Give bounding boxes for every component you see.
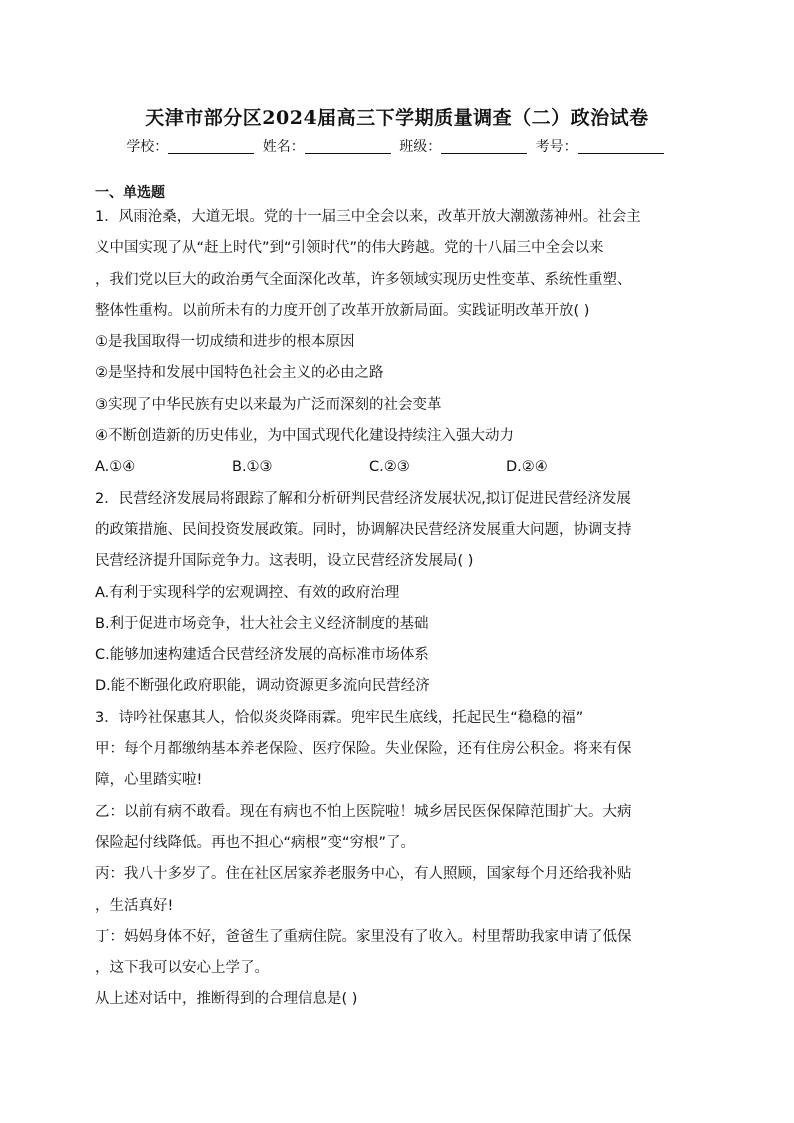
question-1-line: 义中国实现了从“赶上时代”到“引领时代”的伟大跨越。党的十八届三中全会以来: [95, 240, 604, 257]
question-3-line: 3．诗吟社保惠其人，恰似炎炎降雨霖。兜牢民生底线，托起民生“稳稳的福”: [95, 709, 584, 726]
question-3-line: 丁：妈妈身体不好，爸爸生了重病住院。家里没有了收入。村里帮助我家申请了低保: [95, 928, 632, 945]
option-d: D.②④: [506, 459, 548, 476]
question-1-line: ，我们党以巨大的政治勇气全面深化改革，许多领域实现历史性变革、系统性重塑、: [95, 271, 632, 288]
section-title: 一、单选题: [95, 185, 165, 201]
name-label: 姓名：: [262, 139, 305, 155]
school-blank: [168, 139, 254, 154]
exam-number-label: 考号：: [535, 139, 578, 155]
name-blank: [305, 139, 391, 154]
question-2-line: 的政策措施、民间投资发展政策。同时，协调解决民营经济发展重大问题，协调支持: [95, 521, 632, 538]
question-1: [95, 202, 701, 484]
class-label: 班级：: [399, 139, 442, 155]
question-3-line: ，这下我可以安心上学了。: [95, 960, 269, 977]
option-d: D.能不断强化政府职能，调动资源更多流向民营经济: [95, 678, 430, 695]
question-3-line: 从上述对话中，推断得到的合理信息是( ): [95, 991, 358, 1008]
question-3-line: 保险起付线降低。再也不担心“病根”变“穷根”了。: [95, 834, 416, 851]
question-1-item: ②是坚持和发展中国特色社会主义的必由之路: [95, 365, 384, 382]
question-1-line: 整体性重构。以前所未有的力度开创了改革开放新局面。实践证明改革开放( ): [95, 302, 590, 319]
question-3: [95, 703, 701, 1016]
question-3-line: 丙：我八十多岁了。住在社区居家养老服务中心，有人照顾，国家每个月还给我补贴: [95, 866, 632, 883]
student-info-row: [0, 136, 794, 156]
question-3-line: 乙：以前有病不敢看。现在有病也不怕上医院啦！城乡居民医保保障范围扩大。大病: [95, 803, 632, 820]
option-c: C.能够加速构建适合民营经济发展的高标准市场体系: [95, 647, 429, 664]
exam-title: 天津市部分区2024届高三下学期质量调查（二）政治试卷: [145, 107, 649, 129]
exam-number-blank: [578, 139, 664, 154]
option-a: A.有利于实现科学的宏观调控、有效的政府治理: [95, 584, 400, 601]
question-2-line: 民营经济提升国际竞争力。这表明，设立民营经济发展局( ): [95, 553, 474, 570]
question-3-line: 甲：每个月都缴纳基本养老保险、医疗保险。失业保险，还有住房公积金。将来有保: [95, 741, 632, 758]
option-c: C.②③: [369, 459, 410, 476]
option-b: B.①③: [232, 459, 273, 476]
question-1-options: [95, 452, 701, 483]
questions: [95, 202, 701, 1016]
question-3-line: 障，心里踏实啦!: [95, 772, 203, 789]
option-b: B.利于促进市场竞争，壮大社会主义经济制度的基础: [95, 615, 429, 632]
question-3-line: ，生活真好!: [95, 897, 174, 914]
question-1-line: 1．风雨沧桑，大道无垠。党的十一届三中全会以来，改革开放大潮激荡神州。社会主: [95, 209, 641, 225]
option-a: A.①④: [95, 459, 136, 476]
question-1-item: ③实现了中华民族有史以来最为广泛而深刻的社会变革: [95, 396, 442, 413]
question-2: [95, 484, 701, 703]
question-1-item: ①是我国取得一切成绩和进步的根本原因: [95, 334, 355, 351]
class-blank: [441, 139, 527, 154]
question-2-line: 2．民营经济发展局将跟踪了解和分析研判民营经济发展状况,拟订促进民营经济发展: [95, 490, 631, 507]
school-label: 学校：: [126, 139, 169, 155]
question-1-item: ④不断创造新的历史伟业，为中国式现代化建设持续注入强大动力: [95, 428, 514, 445]
